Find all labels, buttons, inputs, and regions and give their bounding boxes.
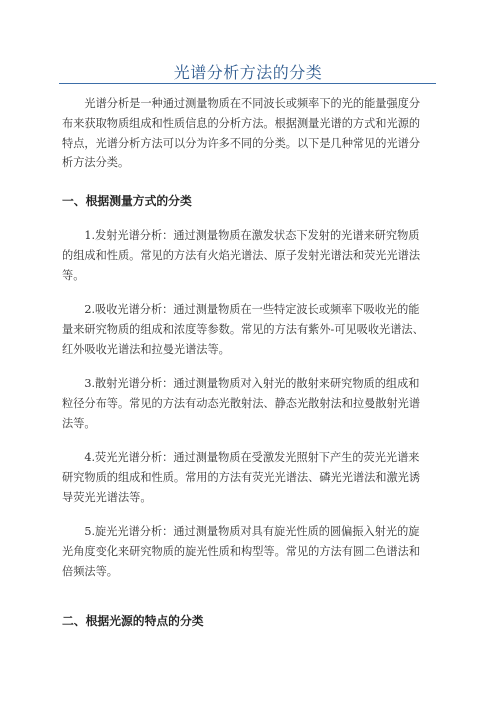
document-title: 光谱分析方法的分类 <box>173 63 323 82</box>
item-block-5 <box>62 522 437 581</box>
item-paragraph: 5.旋光光谱分析：通过测量物质对具有旋光性质的圆偏振入射光的旋 光角度变化来研究物质的旋光性质和构型等。常见的方法有圆二色谱法和 倍频法等。 <box>62 525 421 578</box>
item-paragraph: 3.散射光谱分析：通过测量物质对入射光的散射来研究物质的组成和 粒径分布等。常见的方法有动态光散射法、静态光散射法和拉曼散射光谱 法等。 <box>62 377 421 430</box>
section-heading-light-source: 二、根据光源的特点的分类 <box>62 614 204 628</box>
section-heading-measurement: 一、根据测量方式的分类 <box>62 194 192 208</box>
item-paragraph: 4.荧光光谱分析：通过测量物质在受激发光照射下产生的荧光光谱来 研究物质的组成和性质。常用的方法有荧光光谱法、磷光光谱法和激光诱 导荧光光谱法等。 <box>62 451 421 504</box>
item-block-2 <box>62 300 437 359</box>
item-paragraph: 2.吸收光谱分析：通过测量物质在一些特定波长或频率下吸收光的能 量来研究物质的组成和浓度等参数。常见的方法有紫外-可见吸收光谱法、 红外吸收光谱法和拉曼光谱法等。 <box>62 303 424 356</box>
item-paragraph: 1.发射光谱分析：通过测量物质在激发状态下发射的光谱来研究物质 的组成和性质。常见的方法有火焰光谱法、原子发射光谱法和荧光光谱法 等。 <box>62 229 421 282</box>
title-underline <box>59 83 436 84</box>
intro-paragraph: 光谱分析是一种通过测量物质在不同波长或频率下的光的能量强度分 布来获取物质组成和性质信息的分析方法。根据测量光谱的方式和光源的 特点，光谱分析方法可以分为许多不同的分类。以下是几种常见的光谱分 析方法分类。 <box>62 97 421 170</box>
item-block-1 <box>62 226 437 285</box>
intro-paragraph-block <box>62 94 437 173</box>
item-block-3 <box>62 374 437 433</box>
item-block-4 <box>62 448 437 507</box>
